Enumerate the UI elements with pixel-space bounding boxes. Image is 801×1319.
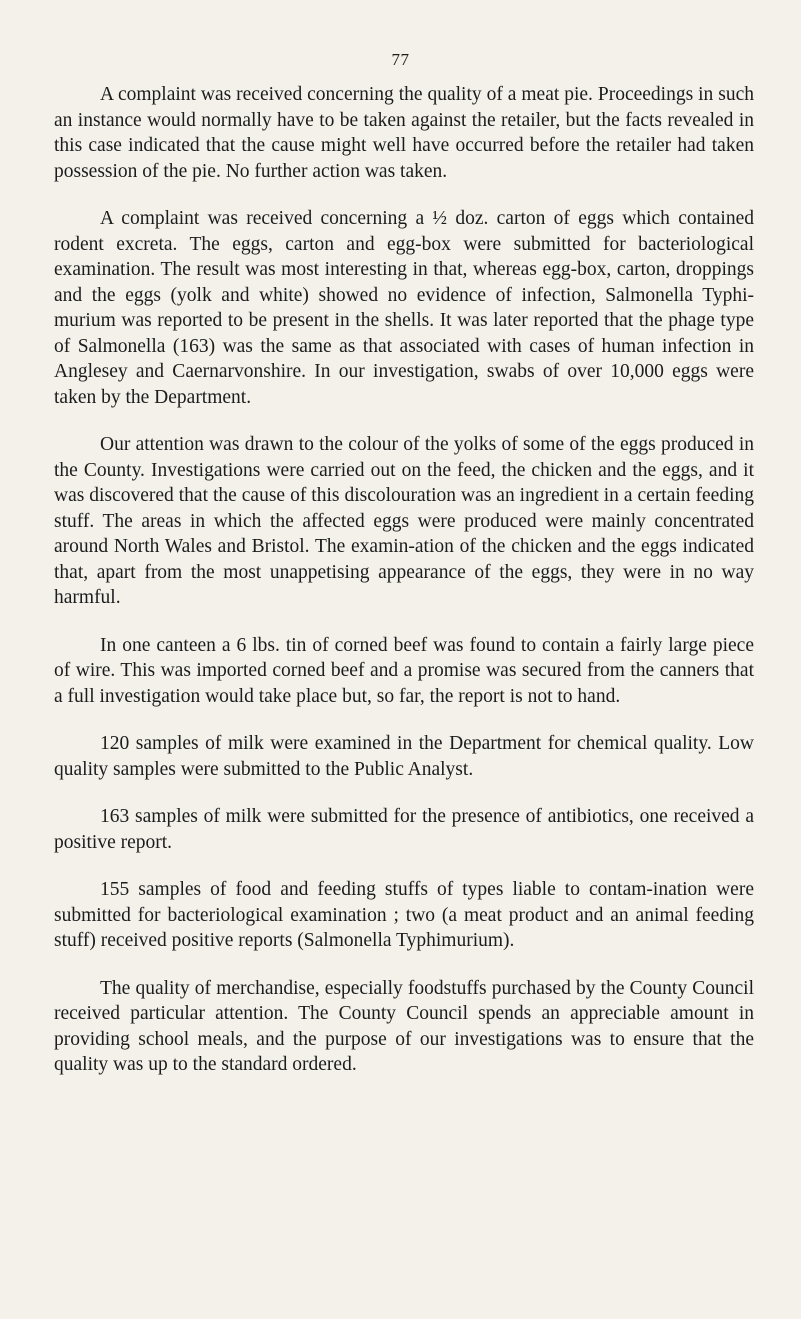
paragraph-bacteriological-samples: 155 samples of food and feeding stuffs of types liable to contam-ination were submitted for bacteriological examination ; two (a meat product and an animal feeding stuff) received positive reports (Salmonella Typhimurium). <box>54 879 754 951</box>
paragraph-egg-carton-complaint: A complaint was received concerning a ½ doz. carton of eggs which contained rodent excreta. The eggs, carton and egg-box were submitted for bacteriological examination. The result was most interesting in that, whereas egg-box, carton, droppings and the eggs (yolk and white) showed no evidence of infection, Salmonella Typhi-murium was reported to be present in the shells. It was later reported that the phage type of Salmonella (163) was the same as that associated with cases of human infection in Anglesey and Caernarvonshire. In our investigation, swabs of over 10,000 eggs were taken by the Department. <box>54 208 754 408</box>
paragraph-corned-beef-wire: In one canteen a 6 lbs. tin of corned beef was found to contain a fairly large piece of wire. This was imported corned beef and a promise was secured from the canners that a full investigation would take place but, so far, the report is not to hand. <box>54 634 754 707</box>
paragraph-meat-pie-complaint: A complaint was received concerning the quality of a meat pie. Proceedings in such an instance would normally have to be taken against the retailer, but the facts revealed in this case indicated that the cause might well have occurred before the retailer had taken possession of the pie. No further action was taken. <box>54 84 754 182</box>
paragraph-milk-antibiotics: 163 samples of milk were submitted for the presence of antibiotics, one received a positive report. <box>54 806 754 853</box>
paragraph-merchandise-quality: The quality of merchandise, especially foodstuffs purchased by the County Council received particular attention. The County Council spends an appreciable amount in providing school meals, and the purpose of our investigations was to ensure that the quality was up to the standard ordered. <box>54 977 754 1075</box>
document-body <box>54 82 754 1100</box>
paragraph-yolk-colour: Our attention was drawn to the colour of the yolks of some of the eggs produced in the County. Investigations were carried out on the feed, the chicken and the eggs, and it was discovered that the cause of this discolouration was an ingredient in a certain feeding stuff. The areas in which the affected eggs were produced were mainly concentrated around North Wales and Bristol. The examin-ation of the chicken and the eggs indicated that, apart from the most unappetising appearance of the eggs, they were in no way harmful. <box>54 434 754 608</box>
paragraph-milk-chemical-quality: 120 samples of milk were examined in the Department for chemical quality. Low quality samples were submitted to the Public Analyst. <box>54 733 754 780</box>
page-number: 77 <box>391 50 410 69</box>
